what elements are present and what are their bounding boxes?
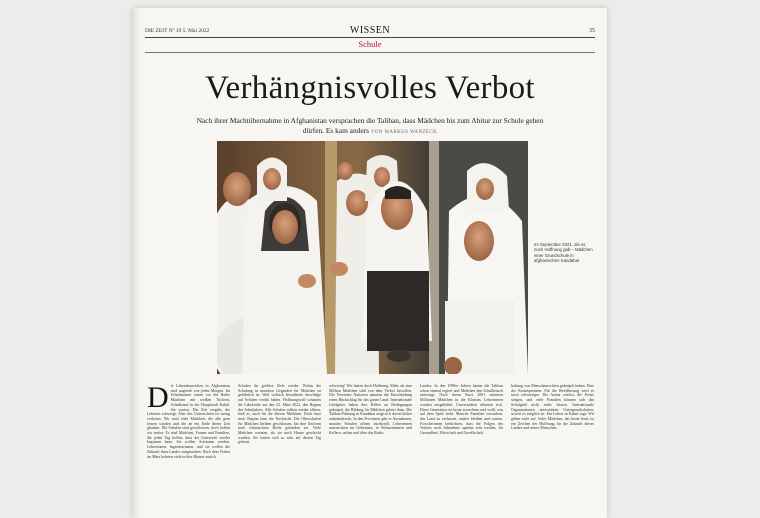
body-column-5: haltung von Menschenrechten geknüpft haben. Eine der Konsequenzen: Für die Bevölkerung wird es noch schwieriger. Die Armut wächst, die Preise steigen, und viele Familien können sich das Schulgeld nicht mehr leisten. Internationale Organisationen unterstützen Untergrundschulen, soweit es möglich ist. Ein Lehrer in Kabul sagt: Wir geben nicht auf. Jedes Mädchen, das heute lernt, ist ein Zeichen der Hoffnung für die Zukunft dieses Landes und seiner Menschen. (511, 384, 594, 431)
rubric-rule (145, 52, 595, 53)
page-header (145, 25, 595, 34)
article-photo (217, 141, 528, 374)
headline: Verhängnisvolles Verbot (205, 70, 535, 106)
rubric-label: Schule (358, 39, 382, 49)
paper-issue-line: DIE ZEIT Nº 19 5. Mai 2022 (145, 28, 210, 34)
header-rule (145, 37, 595, 38)
schoolgirls-photo-illustration (217, 141, 528, 374)
column-1-text: ie Lebenshunrichen in Afghanistan sind ungeteilt wie jeden Morgen. Im Schulzimmer sitzen vor der Reihe Mädchen mit weißen Tüchern, Schulbrand in der Hauptstadt Kabul. Sie warten. Die Zeit vergeht, die Lehrerin schweigt. Aber das Unterrichten ist streng verboten. Wir sind viele Mädchen, die alle gern lernen würden und die an ein Ende dieser Zeit glauben. Die Schulen sind geschlossen, doch hoffen wir weiter. Es sind Mädchen, Frauen und Familien, die jeden Tag hoffen, dass der Unterricht wieder beginnen kann. Sie wollen Ärztinnen werden, Lehrerinnen, Ingenieurinnen, und sie wollen die Zukunft ihres Landes mitgestalten. Nach dem Verbot im März kehrten viele in ihre Häuser zurück. (147, 384, 230, 459)
body-column-2: Schulen für größere Ziele wieder. Wohin die Schulung in manchen Gegenden für Mädchen zu gefährlich ist. Weil vielfach bewaffnete Anschläge auf Schulen verübt haben. Hoffnungsvoll schauten die Lehrkräfte auf den 23. März 2022, den Beginn des Schuljahres. Alle Schulen sollten wieder öffnen, hieß es, auch für die älteren Mädchen. Doch kurz nach Beginn kam die Nachricht: Die Oberschulen für Mädchen bleiben geschlossen, bis eine Uniform nach islamischem Recht gefunden sei. Viele Mädchen weinten, als sie nach Hause geschickt wurden. Sie hatten sich so sehr auf diesen Tag gefreut. (238, 384, 321, 445)
page-number: 35 (589, 28, 595, 34)
newspaper-page (133, 8, 607, 518)
standfirst (195, 116, 545, 138)
drop-cap: D (147, 384, 169, 414)
body-column-4: Landes. In den 1990er Jahren hatten die Taliban schon einmal regiert und Mädchen den Schulbesuch untersagt. Nach ihrem Sturz 2001 strömten Millionen Mädchen in die Klassen, Lehrerinnen wurden ausgebildet, Universitäten öffneten sich. Diese Generation ist heute erwachsen und weiß, was auf dem Spiel steht. Manche Familien versuchen, das Land zu verlassen, andere bleiben und warten. Forscherinnen befürchten, dass die Folgen des Verbots noch Jahrzehnte spürbar sein werden, für Gesundheit, Wirtschaft und Gesellschaft. (420, 384, 503, 436)
photo-caption: Im September 2021, als es noch Hoffnung gab – Mädchen einer Grundschule in afghanischen Kandahar (534, 242, 593, 263)
body-column-1 (147, 384, 230, 518)
byline: VON MARKUS WANZECK (370, 130, 438, 135)
deck-text: Nach ihrer Machtübernahme in Afghanistan versprachen die Taliban, dass Mädchen bis zum Abitur zur Schule gehen dürfen. Es kam anders (196, 116, 544, 135)
section-name: WISSEN (349, 25, 391, 36)
body-column-3: schwierig! Wir hatten doch Hoffnung. Mehr als eine Million Mädchen sind von dem Verbot betroffen. Die Vereinten Nationen nannten die Entscheidung einen Rückschlag für das ganze Land. Internationale Geldgeber haben ihre Hilfen an Bedingungen geknüpft, die Bildung für Mädchen gehört dazu. Die Taliban-Führung in Kandahar zeigt sich davon bisher unbeeindruckt. In den Provinzen gibt es Ausnahmen, manche Schulen öffnen inoffiziell, Lehrerinnen unterrichten im Geheimen, in Wohnzimmern und Kellern, online und über das Radio. (329, 384, 412, 436)
article-body (147, 384, 595, 518)
